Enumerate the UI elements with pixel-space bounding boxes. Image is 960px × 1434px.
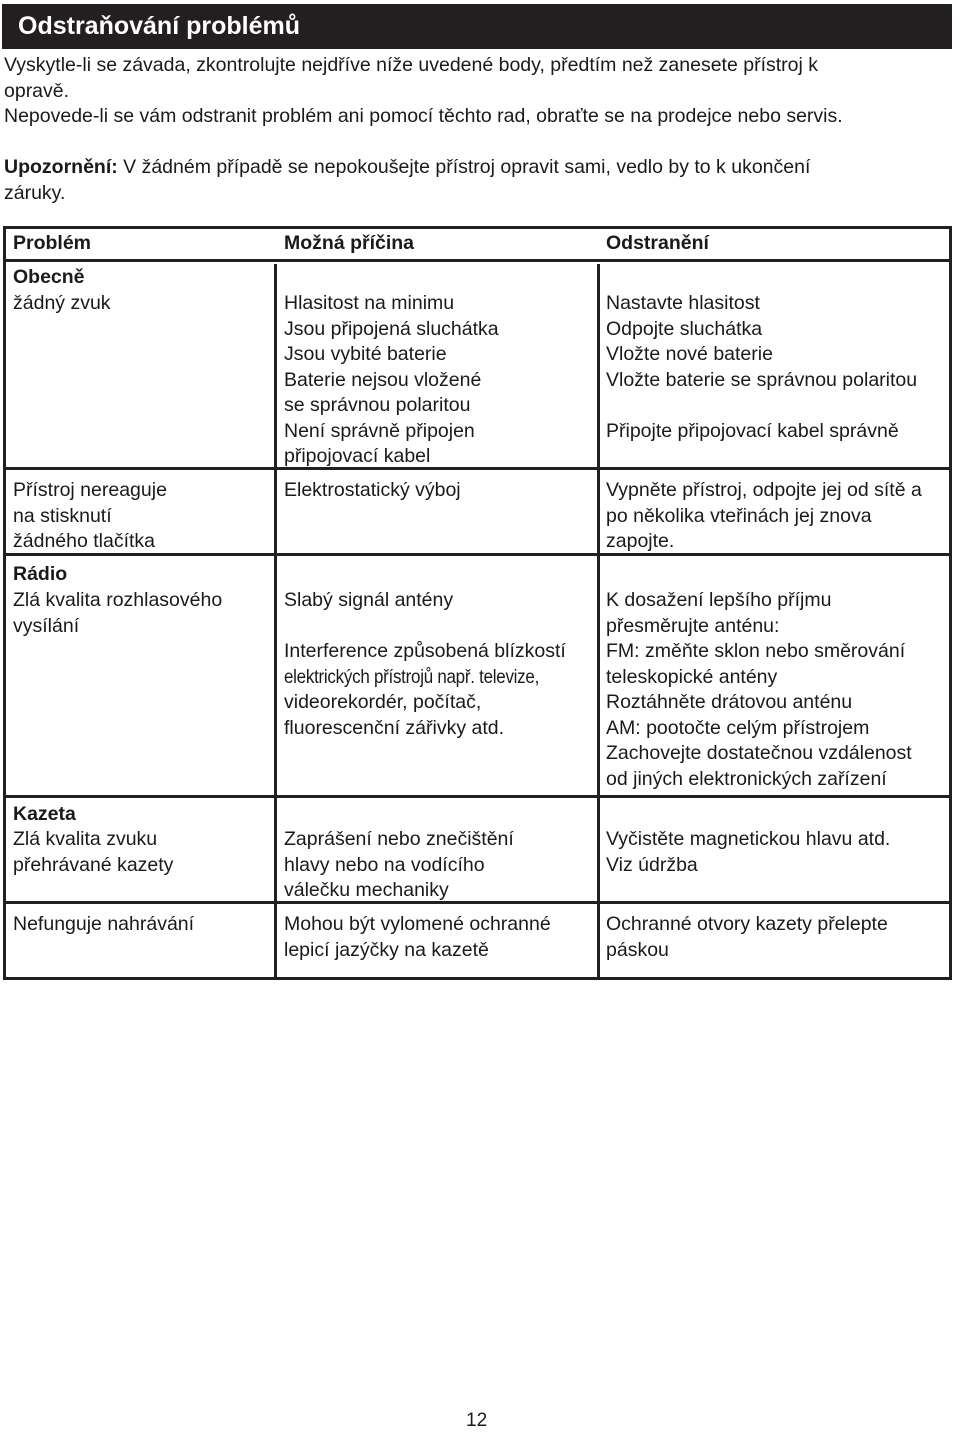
problem-radio	[13, 588, 222, 639]
cause-line: lepicí jazýčky na kazetě	[284, 938, 489, 961]
fix-line: Vložte nové baterie	[606, 343, 773, 365]
problem-line: Zlá kvalita rozhlasového	[13, 589, 223, 611]
intro-line: Vyskytle-li se závada, zkontrolujte nejdříve níže uvedené body, předtím než zanesete přístroj k	[4, 54, 819, 76]
fix-line: FM: změňte sklon nebo směrování	[606, 640, 906, 662]
cause-line: Není správně připojen	[284, 419, 475, 442]
cause-line: Zaprášení nebo znečištění	[284, 828, 514, 850]
fix-line: přesměrujte anténu:	[606, 614, 780, 637]
troubleshooting-table	[3, 226, 952, 980]
cause-line: se správnou polaritou	[284, 394, 471, 416]
fix-line: Viz údržba	[606, 853, 698, 876]
fix-line: páskou	[606, 938, 669, 961]
fix-line: od jiných elektronických zařízení	[606, 767, 887, 790]
problem-recording: Nefunguje nahrávání	[13, 913, 195, 935]
causes-no-sound	[284, 291, 499, 470]
fix-line: Ochranné otvory kazety přelepte	[606, 913, 888, 935]
problem-no-response	[13, 478, 167, 555]
fix-recording	[606, 912, 888, 963]
problem-line: na stisknutí	[13, 504, 112, 527]
warning-line: záruky.	[4, 181, 66, 204]
cause-line: Interference způsobená blízkostí	[284, 640, 566, 662]
row-divider	[6, 901, 949, 904]
header-cause: Možná příčina	[284, 232, 415, 254]
fix-line: po několika vteřinách jej znova	[606, 504, 872, 527]
cause-line: fluorescenční zářivky atd.	[284, 716, 505, 739]
fix-cassette	[606, 827, 890, 878]
problem-line: žádného tlačítka	[13, 530, 156, 552]
header-divider	[6, 259, 949, 262]
fix-line: Odpojte sluchátka	[606, 317, 763, 340]
cause-line: Jsou vybité baterie	[284, 343, 447, 365]
problem-cassette	[13, 827, 173, 878]
intro-line: opravě.	[4, 79, 70, 102]
fix-line: zapojte.	[606, 530, 675, 552]
cause-cassette	[284, 827, 514, 904]
cause-line: Baterie nejsou vložené	[284, 368, 482, 391]
problem-line: Zlá kvalita zvuku	[13, 828, 158, 850]
cause-recording	[284, 912, 551, 963]
warning-paragraph	[4, 155, 944, 206]
section-cassette: Kazeta	[13, 803, 76, 825]
fix-line: AM: pootočte celým přístrojem	[606, 716, 870, 739]
fix-no-response	[606, 478, 922, 555]
fix-line: Zachovejte dostatečnou vzdálenost	[606, 742, 912, 764]
fix-line: Vypněte přístroj, odpojte jej od sítě a	[606, 479, 922, 501]
fix-line: Roztáhněte drátovou anténu	[606, 691, 853, 713]
fix-line: K dosažení lepšího příjmu	[606, 589, 832, 611]
header-fix: Odstranění	[606, 232, 709, 254]
cause-line: hlavy nebo na vodícího	[284, 853, 485, 876]
problem-line: vysílání	[13, 614, 80, 637]
intro-line: Nepovede-li se vám odstranit problém ani pomocí těchto rad, obraťte se na prodejce nebo servis.	[4, 105, 843, 127]
cause-line: Hlasitost na minimu	[284, 292, 455, 314]
row-divider	[6, 795, 949, 798]
fix-line: teleskopické antény	[606, 665, 778, 688]
problem-no-sound: žádný zvuk	[13, 292, 111, 314]
column-divider	[274, 264, 277, 977]
problem-line: přehrávané kazety	[13, 853, 174, 876]
cause-line: Jsou připojená sluchátka	[284, 317, 499, 340]
page-number: 12	[466, 1410, 488, 1431]
header-problem: Problém	[13, 232, 92, 254]
section-title: Odstraňování problémů	[2, 4, 952, 49]
cause-no-response: Elektrostatický výboj	[284, 479, 461, 501]
warning-label: Upozornění:	[4, 156, 118, 178]
row-divider	[6, 553, 949, 556]
cause-line: Mohou být vylomené ochranné	[284, 913, 551, 935]
fix-line: Nastavte hlasitost	[606, 292, 760, 314]
cause-weak-signal: Slabý signál antény	[284, 589, 454, 611]
section-general: Obecně	[13, 266, 85, 288]
warning-line	[4, 155, 944, 181]
cause-line: videorekordér, počítač,	[284, 691, 482, 713]
fix-line: Vyčistěte magnetickou hlavu atd.	[606, 828, 891, 850]
fix-line: Vložte baterie se správnou polaritou	[606, 368, 918, 391]
row-divider	[6, 467, 949, 470]
fixes-radio	[606, 588, 912, 792]
cause-line	[284, 665, 577, 691]
cause-interference	[284, 639, 577, 741]
cause-line: připojovací kabel	[284, 445, 431, 467]
fixes-no-sound	[606, 291, 917, 393]
problem-line: Přístroj nereaguje	[13, 479, 167, 501]
cause-line-condensed: elektrických přístrojů např. televize,	[284, 665, 540, 688]
cause-line: válečku mechaniky	[284, 879, 449, 901]
intro-paragraph	[4, 53, 944, 130]
warning-text: V žádném případě se nepokoušejte přístroj opravit sami, vedlo by to k ukončení	[117, 156, 811, 178]
fix-cable: Připojte připojovací kabel správně	[606, 420, 899, 442]
column-divider	[597, 264, 600, 977]
section-radio: Rádio	[13, 563, 68, 585]
